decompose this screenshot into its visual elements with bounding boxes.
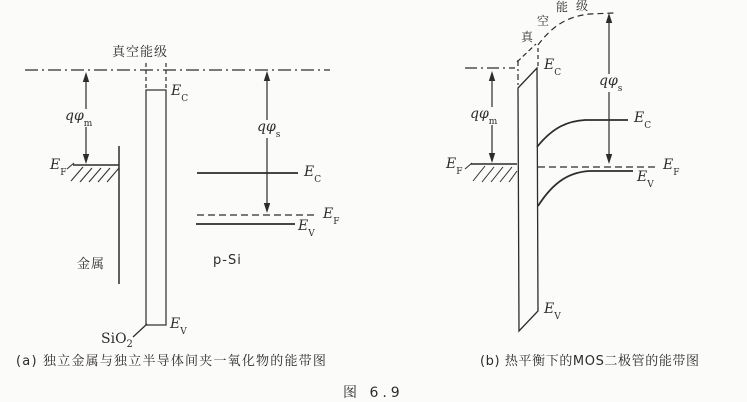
qphi-s-base-a: qφ	[257, 119, 276, 135]
ec-oxide-sub-b: C	[554, 67, 562, 78]
oxide-ev-label-b	[544, 302, 561, 320]
semi-ec-label-a	[304, 165, 321, 183]
ev-oxide-base-a: E	[170, 316, 181, 332]
qphi-m-sub-a: m	[83, 118, 93, 129]
ef-semi-sub-b: F	[673, 167, 680, 178]
oxide-ev-label-a	[170, 317, 187, 335]
metal-label-a: 金属	[77, 257, 106, 272]
ef-metal-sub-a: F	[60, 167, 67, 178]
oxide-ec-label-a	[171, 84, 188, 102]
ec-oxide-base-b: E	[544, 57, 555, 73]
ev-oxide-base-b: E	[544, 301, 555, 317]
caption-b: (b) 热平衡下的MOS二极管的能带图	[480, 354, 700, 369]
oxide-label-a	[101, 332, 133, 350]
work-function-semi-label-a	[255, 120, 282, 138]
vacuum-level-label-a: 真空能级	[112, 45, 169, 60]
ev-semi-sub-b: V	[647, 179, 654, 190]
vacuum-char-neng-b: 能	[556, 0, 569, 14]
oxide-barrier-b	[518, 68, 538, 331]
semi-ef-label-b	[663, 158, 679, 176]
ef-semi-base-b: E	[663, 157, 674, 173]
ef-semi-sub-a: F	[333, 216, 340, 227]
ef-semi-base-a: E	[323, 206, 334, 222]
metal-hatching-b	[465, 163, 517, 182]
metal-hatching-a	[67, 163, 119, 182]
ef-metal-sub-b: F	[456, 166, 463, 177]
oxide-pointer-line-a	[133, 324, 147, 337]
work-function-semi-arrow-a	[264, 71, 270, 213]
work-function-semi-label-b	[597, 74, 624, 92]
ev-oxide-sub-a: V	[180, 326, 187, 337]
ev-oxide-sub-b: V	[554, 311, 561, 322]
ec-semi-base-b: E	[634, 110, 645, 126]
caption-a: (a) 独立金属与独立半导体间夹一氧化物的能带图	[16, 354, 328, 369]
ev-semi-base-b: E	[637, 169, 648, 185]
ec-semi-sub-b: C	[644, 120, 652, 131]
qphi-s-sub-a: s	[275, 129, 281, 140]
semi-ev-curve-b	[538, 171, 633, 206]
ec-semi-base-a: E	[304, 164, 315, 180]
vacuum-char-kong-b: 空	[537, 14, 550, 28]
qphi-m-base-a: qφ	[65, 108, 84, 124]
metal-fermi-label-b	[446, 157, 462, 175]
ec-oxide-base-a: E	[171, 83, 182, 99]
qphi-s-sub-b: s	[617, 83, 623, 94]
ev-semi-base-a: E	[298, 218, 309, 234]
oxide-ec-label-b	[544, 58, 561, 76]
qphi-m-sub-b: m	[488, 116, 498, 127]
metal-fermi-label-a	[50, 158, 66, 176]
sio2-base: SiO	[101, 331, 127, 347]
semi-ec-label-b	[634, 111, 651, 129]
ef-metal-base-b: E	[446, 156, 457, 172]
vacuum-char-zhen-b: 真	[521, 30, 534, 44]
vacuum-char-ji-b: 级	[576, 0, 589, 13]
ec-semi-sub-a: C	[314, 174, 322, 185]
vacuum-level-curve-b	[538, 13, 614, 45]
qphi-s-base-b: qφ	[599, 73, 618, 89]
semi-ef-label-a	[323, 207, 339, 225]
qphi-m-base-b: qφ	[470, 106, 489, 122]
semi-ev-label-a	[298, 219, 315, 237]
work-function-metal-label-a	[63, 109, 94, 127]
oxide-barrier-a	[146, 90, 166, 325]
ec-oxide-sub-a: C	[181, 93, 189, 104]
work-function-metal-label-b	[468, 107, 499, 125]
ev-semi-sub-a: V	[308, 228, 315, 239]
semi-ec-curve-b	[537, 120, 628, 147]
vacuum-level-oxide-slant-b	[517, 44, 536, 62]
figure-caption: 图 6.9	[343, 385, 404, 401]
sio2-sub: 2	[126, 338, 133, 350]
ef-metal-base-a: E	[50, 157, 61, 173]
semiconductor-label-a: p-Si	[213, 253, 242, 268]
semi-ev-label-b	[637, 170, 654, 188]
